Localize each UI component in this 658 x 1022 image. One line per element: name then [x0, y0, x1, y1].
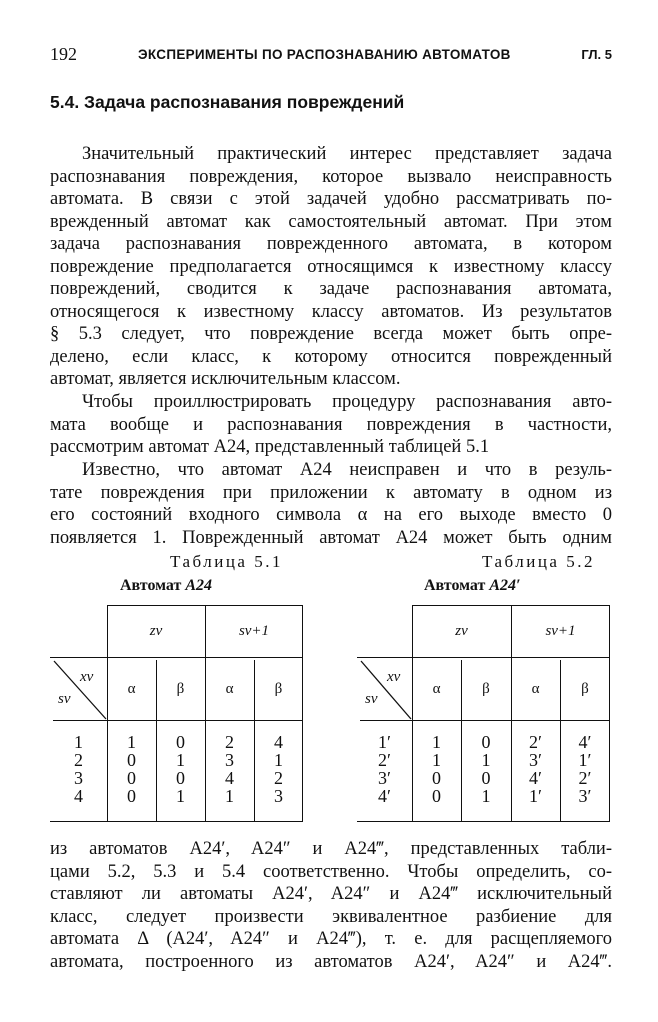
cell: 3 [225, 750, 234, 770]
cell: 0 [176, 732, 185, 752]
cell: 3 [74, 768, 83, 788]
cell: 0 [127, 786, 136, 806]
cell: 0 [481, 768, 491, 788]
cell: 1′ [578, 750, 592, 770]
s-alpha-column [511, 733, 560, 805]
cell: 2′ [378, 750, 391, 770]
text-line: рассмотрим автомат A24, представленный таблицей 5.1 [50, 437, 490, 457]
cell: 1 [432, 750, 441, 770]
cell: 3′ [378, 768, 391, 788]
input-header: β [274, 681, 283, 697]
rule [357, 657, 610, 658]
header-s-next: sν+1 [545, 623, 576, 639]
text-line: распознавания повреждения, которое вызвало неисправность [50, 166, 612, 187]
input-header: β [581, 681, 589, 697]
text-line: класс, следует произвести эквивалентное разбиение для [50, 906, 612, 927]
input-header: α [531, 681, 540, 697]
cell: 1 [481, 750, 491, 770]
cell: 2 [274, 768, 283, 788]
z-alpha-column [107, 733, 156, 805]
input-header: β [482, 681, 490, 697]
header-z: zν [455, 623, 468, 639]
page-number: 192 [50, 44, 77, 64]
z-alpha-column [412, 733, 461, 805]
text-line: появляется 1. Поврежденный автомат A24 может быть одним [50, 527, 612, 548]
corner-x: xν [387, 669, 401, 685]
z-beta-column [156, 733, 205, 805]
running-title: ЭКСПЕРИМЕНТЫ ПО РАСПОЗНАВАНИЮ АВТОМАТОВ [138, 47, 511, 62]
s-beta-column [560, 733, 610, 805]
text-line: Значительный практический интерес представляет задача [82, 144, 612, 164]
cell: 0 [432, 768, 441, 788]
section-title: 5.4. Задача распознавания повреждений [50, 92, 405, 112]
input-header: β [176, 681, 185, 697]
cell: 4′ [578, 732, 592, 752]
cell: 1 [176, 786, 185, 806]
table-5-1 [50, 605, 303, 823]
text-line: Чтобы проиллюстрировать процедуру распознавания авто- [82, 392, 612, 412]
text-line: цами 5.2, 5.3 и 5.4 соответственно. Чтобы определить, со- [50, 861, 612, 882]
input-header: α [432, 681, 441, 697]
cell: 2′ [529, 732, 542, 752]
table-title [424, 577, 521, 595]
cell: 1 [176, 750, 185, 770]
states-column [357, 733, 412, 805]
text-line: из автоматов A24′, A24″ и A24‴, представленных табли- [50, 839, 612, 859]
chapter-label: ГЛ. 5 [581, 47, 612, 62]
cell: 2 [74, 750, 83, 770]
text-line: задача распознавания поврежденного автомата, в котором [50, 234, 612, 254]
cell: 1′ [378, 732, 391, 752]
cell: 2′ [578, 768, 592, 788]
table-title-text: Автомат [424, 577, 486, 594]
table-5-2 [357, 605, 610, 823]
table-caption: Таблица 5.1 [170, 552, 283, 571]
cell: 3 [274, 786, 283, 806]
automaton-name: A24 [185, 577, 213, 594]
text-line: повреждений, сводится к задаче распознавания автомата, [50, 279, 612, 299]
text-line: § 5.3 следует, что повреждение всегда может быть опре- [50, 324, 612, 344]
corner-x: xν [80, 669, 94, 685]
text-line: относящегося к известному классу автоматов. Из результатов [50, 301, 612, 322]
table-title-text: Автомат [120, 577, 182, 594]
text-line: Известно, что автомат A24 неисправен и что в резуль- [82, 460, 612, 480]
text-line: автомата. В связи с этой задачей удобно рассматривать по- [50, 189, 612, 209]
cell: 1 [432, 732, 441, 752]
z-beta-column [461, 733, 511, 805]
states-column [50, 733, 107, 805]
text-line: мата вообще и распознавания повреждения в частности, [50, 414, 612, 435]
header-s-next: sν+1 [238, 623, 270, 639]
text-line: тате повреждения при приложении к автомату в одном из [50, 482, 612, 503]
corner-s: sν [58, 691, 71, 707]
cell: 1 [481, 786, 491, 806]
table-caption: Таблица 5.2 [482, 552, 595, 571]
diagonal-rule [359, 659, 413, 721]
s-alpha-column [205, 733, 254, 805]
automaton-name: A24′ [489, 577, 521, 594]
cell: 4′ [529, 768, 542, 788]
cell: 1 [274, 750, 283, 770]
cell: 4 [225, 768, 234, 788]
text-line: делено, если класс, к которому относится поврежденный [50, 346, 612, 367]
s-beta-column [254, 733, 303, 805]
cell: 1 [225, 786, 234, 806]
rule [50, 821, 303, 822]
text-line: автомата Δ (A24′, A24″ и A24‴), т. е. для расщепляемого [50, 929, 612, 949]
text-line: врежденный автомат как самостоятельный автомат. При этом [50, 211, 612, 232]
table-title [120, 577, 212, 595]
cell: 4′ [378, 786, 391, 806]
rule [50, 657, 303, 658]
text-line: автомат, является исключительным классом. [50, 369, 401, 389]
cell: 1 [74, 732, 83, 752]
cell: 4 [274, 732, 283, 752]
page-header [50, 44, 612, 68]
input-header: α [127, 681, 136, 697]
cell: 0 [127, 750, 136, 770]
cell: 0 [481, 732, 491, 752]
cell: 1′ [529, 786, 542, 806]
cell: 4 [74, 786, 83, 806]
cell: 2 [225, 732, 234, 752]
header-z: zν [149, 623, 163, 639]
rule [357, 821, 610, 822]
text-line: повреждение предполагается относящимся к известному классу [50, 256, 612, 277]
cell: 1 [127, 732, 136, 752]
cell: 0 [432, 786, 441, 806]
text-line: автомата, построенного из автоматов A24′, A24″ и A24‴. [50, 951, 612, 972]
input-header: α [225, 681, 234, 697]
corner-s: sν [365, 691, 378, 707]
cell: 0 [176, 768, 185, 788]
cell: 3′ [529, 750, 542, 770]
text-line: ставляют ли автоматы A24′, A24″ и A24‴ исключительный [50, 884, 612, 904]
cell: 3′ [578, 786, 592, 806]
text-line: его состояний входного символа α на его выходе вместо 0 [50, 505, 612, 525]
cell: 0 [127, 768, 136, 788]
